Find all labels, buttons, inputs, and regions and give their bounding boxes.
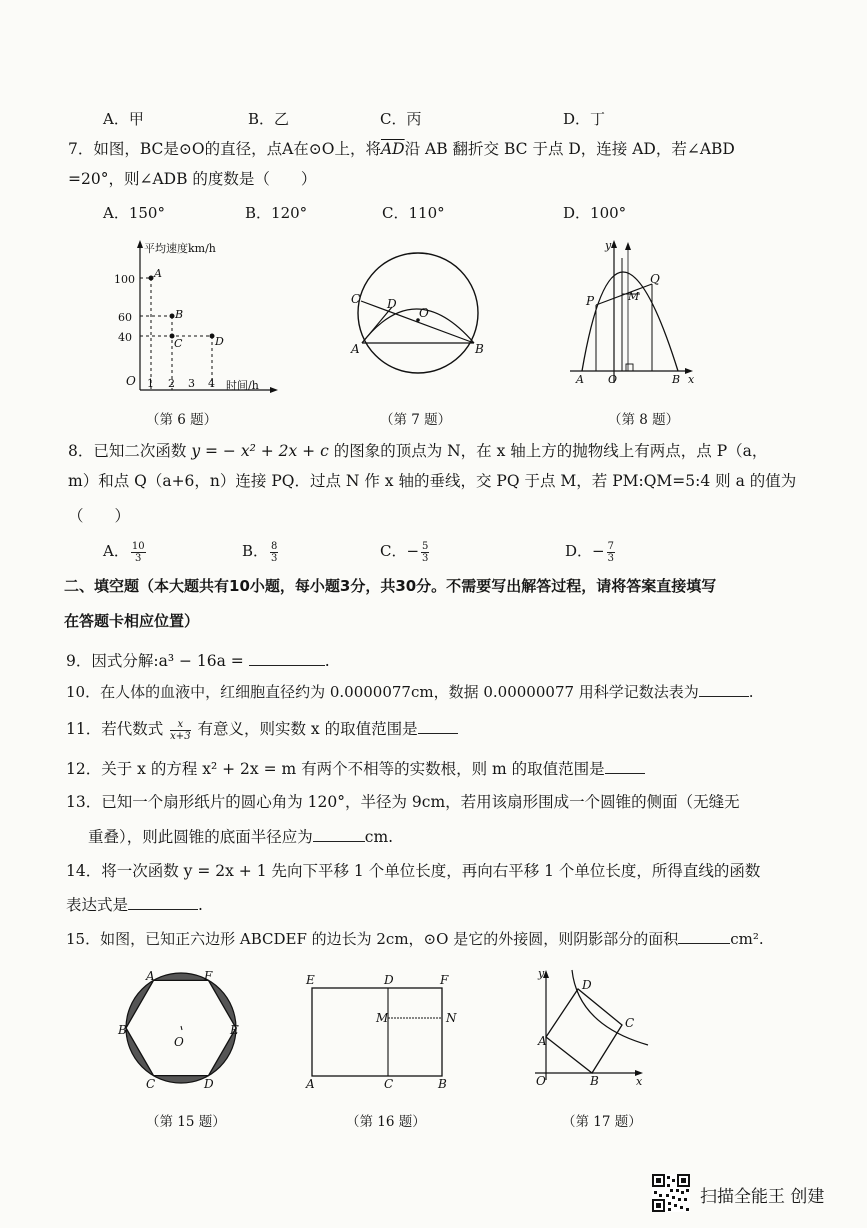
fig6-xtick-3: 3 xyxy=(188,377,195,390)
q8-option-b xyxy=(242,540,280,564)
fig6-xtick-2: 2 xyxy=(168,377,175,390)
section2-heading-line1: 二、填空题（本大题共有10小题，每小题3分，共30分。不需要写出解答过程，请将答案直接填写 xyxy=(64,577,717,595)
q11-denominator: x+3 xyxy=(170,730,191,742)
fig6-xtick-1: 1 xyxy=(147,377,154,390)
fig17-label-y: y xyxy=(538,967,545,980)
q8-option-b-den: 3 xyxy=(271,552,278,564)
fig15-label-b: B xyxy=(118,1023,127,1037)
fig8-caption: （第 8 题） xyxy=(608,412,680,428)
fig6-xlabel: 时间/h xyxy=(226,379,259,392)
q15-unit: cm². xyxy=(730,930,764,948)
q8-text-part2: 的图象的顶点为 N，在 x 轴上方的抛物线上有两点，点 P（a， xyxy=(333,442,768,460)
fig16-label-b: B xyxy=(438,1077,447,1091)
watermark-text: 扫描全能王 创建 xyxy=(700,1187,825,1207)
fig15-label-c: C xyxy=(146,1077,156,1091)
fig15-label-e: E xyxy=(230,1023,239,1037)
q6-option-d: D．丁 xyxy=(563,110,606,128)
fig16-label-e: E xyxy=(306,973,315,987)
q8-option-a-num: 10 xyxy=(131,540,145,552)
q11-fraction xyxy=(170,719,190,742)
fig17-label-o: O xyxy=(536,1074,546,1088)
q8-option-c-fraction xyxy=(421,541,429,564)
q7-option-a: A．150° xyxy=(103,204,165,222)
fig6-ytick-40: 40 xyxy=(118,331,132,344)
fig8-label-y: y xyxy=(605,239,612,252)
q13-text: 重叠），则此圆锥的底面半径应为 xyxy=(88,828,313,846)
fig8-label-p: P xyxy=(586,294,595,308)
q7-text-part1: 7．如图，BC是⊙O的直径，点A在⊙O上，将 xyxy=(68,140,381,158)
q8-option-b-label: B． xyxy=(242,542,269,560)
q8-option-a-label: A． xyxy=(103,542,129,560)
fig7-label-b: B xyxy=(475,342,484,356)
fig6-point-d xyxy=(210,334,215,339)
figure-15 xyxy=(118,968,248,1093)
q7-arc-label: $\overline{AD}$ xyxy=(380,140,405,158)
figure-6 xyxy=(110,240,280,400)
fig7-label-c: C xyxy=(351,292,361,306)
fig6-caption: （第 6 题） xyxy=(146,412,218,428)
fig6-ylabel: 平均速度km/h xyxy=(144,242,216,255)
q7-option-d: D．100° xyxy=(563,204,627,222)
fig6-point-b xyxy=(170,314,175,319)
figure-17 xyxy=(530,965,655,1090)
q8-line3: （ ） xyxy=(68,507,131,525)
q8-option-b-num: 8 xyxy=(271,540,278,552)
q8-option-b-fraction xyxy=(270,541,278,564)
q12 xyxy=(66,758,645,780)
fig6-label-a: A xyxy=(154,267,162,280)
q15 xyxy=(66,928,764,950)
fig15-label-f: F xyxy=(204,969,213,983)
fig15-label-a: A xyxy=(146,969,155,983)
fig15-label-d: D xyxy=(204,1077,214,1091)
q15-text: 15．如图，已知正六边形 ABCDEF 的边长为 2cm，⊙O 是它的外接圆，则阴影部分的面积 xyxy=(66,930,679,948)
fig8-label-a: A xyxy=(576,373,584,386)
fig6-point-a xyxy=(149,276,154,281)
q8-option-c-label: C．− xyxy=(380,542,420,560)
q12-text: 12．关于 x 的方程 x² + 2x = m 有两个不相等的实数根，则 m 的取值范围是 xyxy=(66,760,605,778)
figure-8 xyxy=(570,238,700,388)
q11-answer-blank[interactable] xyxy=(418,719,458,734)
fig16-label-d: D xyxy=(384,973,394,987)
fig17-label-b: B xyxy=(590,1074,599,1088)
fig16-label-a: A xyxy=(306,1077,315,1091)
q14-line2: 表达式是 . xyxy=(66,896,203,914)
q13-answer-blank[interactable] xyxy=(313,827,365,842)
q8-option-a-fraction xyxy=(131,541,146,564)
q7-text-part2: 沿 AB 翻折交 BC 于点 D，连接 AD，若∠ABD xyxy=(404,140,735,158)
fig8-label-x: x xyxy=(688,373,695,386)
fig15-caption: （第 15 题） xyxy=(146,1114,226,1130)
fig17-label-a: A xyxy=(538,1034,547,1048)
q8-option-d-label: D．− xyxy=(565,542,605,560)
q7-option-b: B．120° xyxy=(245,204,308,222)
q8-option-d-den: 3 xyxy=(607,552,614,564)
q7-line1 xyxy=(68,138,735,160)
fig6-ytick-60: 60 xyxy=(118,311,132,324)
q8-option-c-den: 3 xyxy=(422,552,429,564)
q11-numerator: x xyxy=(170,719,190,731)
q15-answer-blank[interactable] xyxy=(678,929,730,944)
q14-answer-blank[interactable] xyxy=(128,895,198,910)
q8-text-part1: 8．已知二次函数 xyxy=(68,442,187,460)
fig8-label-m: M xyxy=(628,290,640,303)
fig8-label-o: O xyxy=(608,373,618,386)
fig6-label-d: D xyxy=(215,335,224,348)
fig17-label-c: C xyxy=(625,1016,635,1030)
fig16-label-f: F xyxy=(440,973,449,987)
q10: 10．在人体的血液中，红细胞直径约为 0.0000077cm，数据 0.00000077 用科学记数法表为 . xyxy=(66,683,754,701)
q11 xyxy=(66,718,458,742)
q8-function: y = − x² + 2x + c xyxy=(191,442,329,460)
fig7-label-a: A xyxy=(351,342,360,356)
fig6-label-b: B xyxy=(175,308,184,321)
fig17-label-d: D xyxy=(582,978,592,992)
q13-line1: 13．已知一个扇形纸片的圆心角为 120°，半径为 9cm，若用该扇形围成一个圆锥的侧面（无缝无 xyxy=(66,793,740,811)
section2-heading-line2: 在答题卡相应位置） xyxy=(64,612,200,630)
fig16-label-m: M xyxy=(376,1011,389,1025)
fig7-label-d: D xyxy=(387,297,397,311)
q8-option-d-fraction xyxy=(607,541,615,564)
fig6-xtick-4: 4 xyxy=(208,377,215,390)
fig6-label-c: C xyxy=(174,337,183,350)
q8-option-c-num: 5 xyxy=(422,540,429,552)
fig17-caption: （第 17 题） xyxy=(562,1114,642,1130)
fig16-caption: （第 16 题） xyxy=(346,1114,426,1130)
q7-option-c: C．110° xyxy=(382,204,445,222)
q6-option-b: B．乙 xyxy=(248,110,290,128)
fig8-label-b: B xyxy=(672,373,681,386)
q10-text: 10．在人体的血液中，红细胞直径约为 0.0000077cm，数据 0.00000077 用科学记数法表为 xyxy=(66,683,699,701)
q11-text-part1: 11．若代数式 xyxy=(66,720,164,738)
q11-text-part2: 有意义，则实数 x 的取值范围是 xyxy=(197,720,418,738)
fig15-label-o: O xyxy=(174,1035,184,1049)
q13-line2 xyxy=(88,826,393,848)
q8-option-c xyxy=(380,540,431,564)
q13-unit: cm. xyxy=(364,828,394,846)
q9-text: 9．因式分解:a³ − 16a = xyxy=(66,652,244,670)
fig7-label-o: O xyxy=(419,306,429,320)
q8-option-a-den: 3 xyxy=(135,552,142,564)
fig6-origin: O xyxy=(126,374,136,388)
fig17-label-x: x xyxy=(636,1075,643,1088)
q14-line1: 14．将一次函数 y = 2x + 1 先向下平移 1 个单位长度，再向右平移 1 个单位长度，所得直线的函数 xyxy=(66,862,761,880)
fig7-caption: （第 7 题） xyxy=(380,412,452,428)
q12-answer-blank[interactable] xyxy=(605,759,645,774)
q9-answer-blank[interactable] xyxy=(249,651,325,666)
q14-text: 表达式是 xyxy=(66,896,129,914)
qr-code-icon xyxy=(652,1174,690,1212)
fig6-ytick-100: 100 xyxy=(114,273,135,286)
fig16-label-n: N xyxy=(446,1011,457,1025)
q6-option-a: A．甲 xyxy=(103,110,144,128)
fig16-label-c: C xyxy=(384,1077,394,1091)
figure-7 xyxy=(345,240,495,390)
q8-option-d-num: 7 xyxy=(607,540,614,552)
q8-option-a xyxy=(103,540,148,564)
q8-option-d xyxy=(565,540,617,564)
q7-line2: =20°，则∠ADB 的度数是（ ） xyxy=(68,170,317,188)
q10-answer-blank[interactable] xyxy=(699,682,749,697)
fig8-label-q: Q xyxy=(650,272,660,286)
q6-option-c: C．丙 xyxy=(380,110,422,128)
figure-16 xyxy=(300,970,470,1090)
q9: 9．因式分解:a³ − 16a = . xyxy=(66,652,330,670)
q8-line2: m）和点 Q（a+6，n）连接 PQ．过点 N 作 x 轴的垂线，交 PQ 于点 M，若 PM:QM=5:4 则 a 的值为 xyxy=(68,472,797,490)
q8-line1 xyxy=(68,440,767,462)
